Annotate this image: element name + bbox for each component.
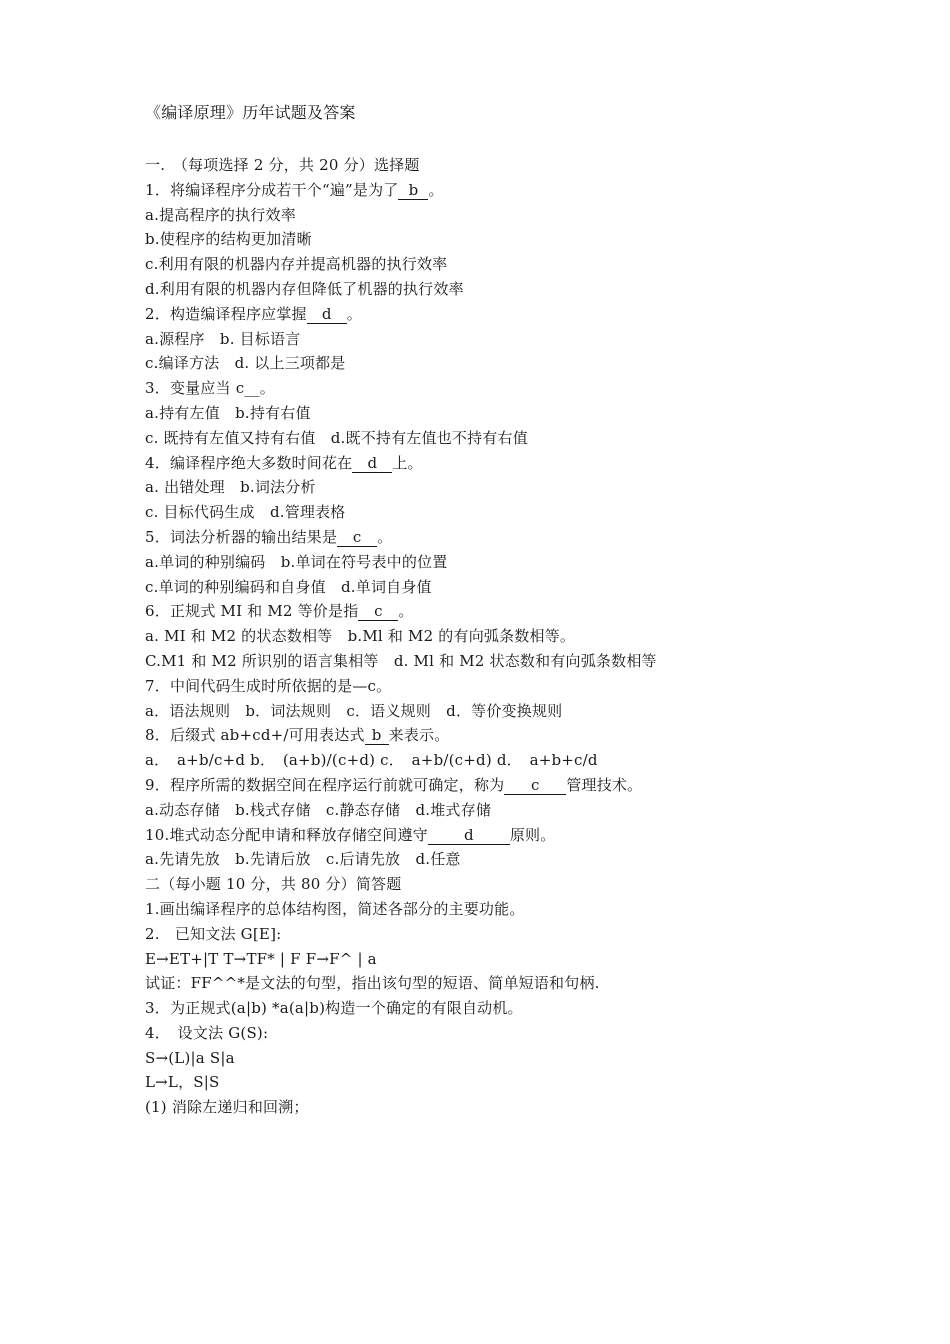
answer-blank: d	[307, 305, 347, 324]
short-question-4: 4． 设文法 G(S):	[145, 1023, 269, 1042]
short-question-2: 2. 已知文法 G[E]:	[145, 924, 282, 943]
question-2: 2．构造编译程序应掌握 d 。	[145, 304, 362, 323]
option-line: c.编译方法 d. 以上三项都是	[145, 354, 346, 373]
question-1: 1．将编译程序分成若干个“遍”是为了 b 。	[145, 180, 444, 199]
section-2-heading: 二（每小题 10 分，共 80 分）简答题	[145, 875, 402, 894]
option-line: d.利用有限的机器内存但降低了机器的执行效率	[145, 279, 464, 298]
question-9: 9．程序所需的数据空间在程序运行前就可确定，称为 c 管理技术。	[145, 775, 643, 794]
option-line: c. 目标代码生成 d.管理表格	[145, 503, 346, 522]
option-line: a.单词的种别编码 b.单词在符号表中的位置	[145, 552, 448, 571]
question-8: 8．后缀式 ab+cd+/可用表达式 b 来表示。	[145, 726, 450, 745]
grammar-line: E→ET+|T T→TF* | F F→F^ | a	[145, 949, 377, 968]
question-3: 3．变量应当 c__。	[145, 379, 275, 398]
answer-blank: d	[428, 826, 510, 845]
option-line: a.持有左值 b.持有右值	[145, 403, 311, 422]
option-line: a．语法规则 b．词法规则 c．语义规则 d．等价变换规则	[145, 701, 563, 720]
question-5: 5．词法分析器的输出结果是 c 。	[145, 527, 393, 546]
short-question-4-part-1: (1) 消除左递归和回溯；	[145, 1098, 309, 1117]
option-line: c. 既持有左值又持有右值 d.既不持有左值也不持有右值	[145, 428, 528, 447]
option-line: c.利用有限的机器内存并提高机器的执行效率	[145, 255, 448, 274]
option-line: C.M1 和 M2 所识别的语言集相等 d. Ml 和 M2 状态数和有向弧条数相等	[145, 651, 657, 670]
answer-blank: c	[358, 602, 398, 621]
answer-blank: b	[398, 181, 428, 200]
option-line: a.提高程序的执行效率	[145, 205, 296, 224]
document-title: 《编译原理》历年试题及答案	[145, 103, 356, 122]
answer-blank: c	[337, 528, 377, 547]
option-line: a.源程序 b. 目标语言	[145, 329, 301, 348]
option-line: a.动态存储 b.栈式存储 c.静态存储 d.堆式存储	[145, 800, 492, 819]
short-question-1: 1.画出编译程序的总体结构图，简述各部分的主要功能。	[145, 899, 525, 918]
short-question-2-task: 试证：FF^^*是文法的句型，指出该句型的短语、简单短语和句柄.	[145, 974, 600, 993]
option-line: a.先请先放 b.先请后放 c.后请先放 d.任意	[145, 850, 461, 869]
short-question-3: 3．为正规式(a|b) *a(a|b)构造一个确定的有限自动机。	[145, 999, 523, 1018]
grammar-line: S→(L)|a S|a	[145, 1048, 235, 1067]
option-line: c.单词的种别编码和自身值 d.单词自身值	[145, 577, 432, 596]
document-page	[145, 100, 845, 1120]
section-1-heading: 一. （每项选择 2 分，共 20 分）选择题	[145, 156, 420, 174]
question-4: 4．编译程序绝大多数时间花在 d 上。	[145, 453, 423, 472]
question-7: 7．中间代码生成时所依据的是—c。	[145, 676, 392, 695]
answer-blank: b	[365, 726, 389, 745]
question-6: 6．正规式 MI 和 M2 等价是指 c 。	[145, 602, 414, 621]
grammar-line: L→L，S|S	[145, 1073, 220, 1092]
answer-blank: d	[352, 454, 392, 473]
option-line: b.使程序的结构更加清晰	[145, 230, 312, 249]
answer-blank: c	[504, 776, 566, 795]
question-10: 10.堆式动态分配申请和释放存储空间遵守 d 原则。	[145, 825, 556, 844]
option-line: a． a+b/c+d b． (a+b)/(c+d) c． a+b/(c+d) d． a+b+c/d	[145, 751, 598, 770]
option-line: a. 出错处理 b.词法分析	[145, 478, 316, 497]
option-line: a. MI 和 M2 的状态数相等 b.Ml 和 M2 的有向弧条数相等。	[145, 627, 576, 646]
